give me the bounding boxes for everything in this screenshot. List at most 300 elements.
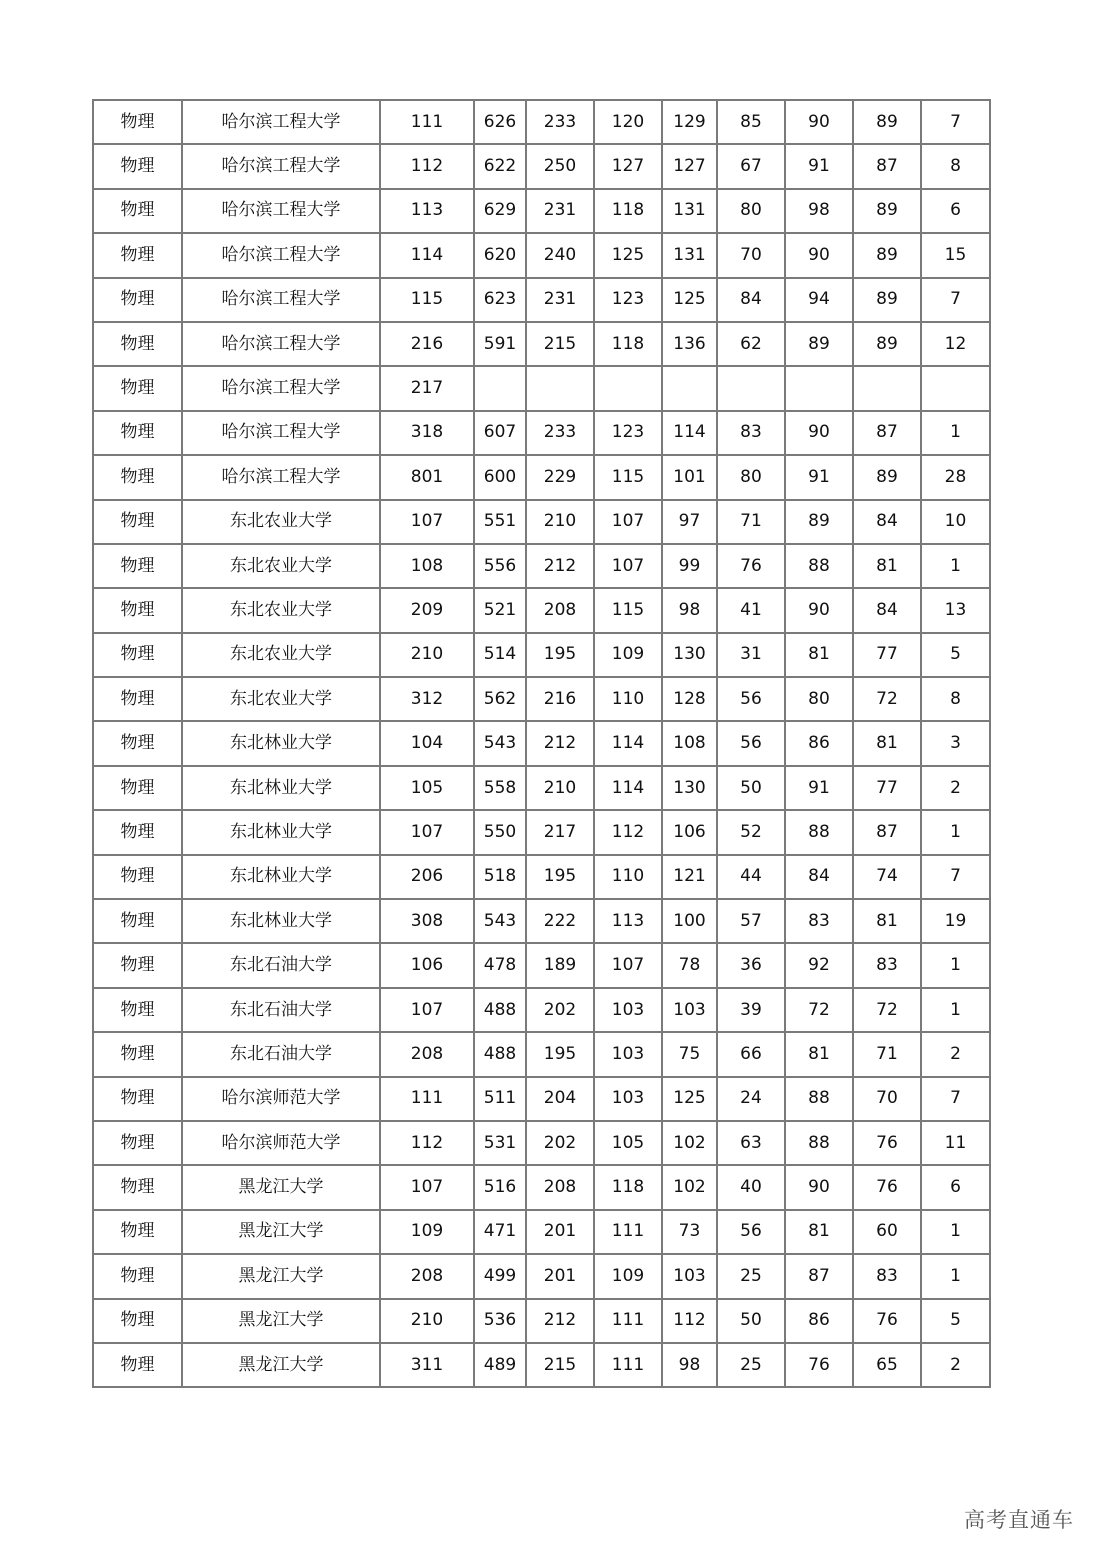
cell-chemistry: 74 [853, 855, 921, 899]
cell-min-score-total: 233 [526, 411, 594, 455]
cell-max-score: 536 [474, 1299, 526, 1343]
cell-chemistry: 84 [853, 500, 921, 544]
cell-chemistry: 84 [853, 588, 921, 632]
cell-university: 东北林业大学 [182, 855, 380, 899]
cell-physics: 88 [785, 810, 853, 854]
cell-major-code: 208 [380, 1254, 474, 1298]
cell-max-score: 623 [474, 278, 526, 322]
cell-subject: 物理 [93, 144, 182, 188]
cell-major-code: 109 [380, 1210, 474, 1254]
cell-physics: 81 [785, 1210, 853, 1254]
cell-min-score-total: 240 [526, 233, 594, 277]
cell-major-code: 113 [380, 189, 474, 233]
cell-university: 哈尔滨工程大学 [182, 189, 380, 233]
cell-math: 101 [662, 455, 717, 499]
cell-university: 黑龙江大学 [182, 1343, 380, 1387]
cell-physics: 86 [785, 721, 853, 765]
cell-chinese: 109 [594, 633, 662, 677]
cell-university: 哈尔滨工程大学 [182, 411, 380, 455]
cell-university: 哈尔滨工程大学 [182, 366, 380, 410]
cell-count: 5 [921, 633, 990, 677]
cell-major-code: 308 [380, 899, 474, 943]
cell-chinese: 111 [594, 1210, 662, 1254]
cell-english: 80 [717, 455, 785, 499]
table-body [93, 100, 990, 1387]
table-row [93, 721, 990, 765]
cell-english: 56 [717, 1210, 785, 1254]
cell-chemistry: 89 [853, 455, 921, 499]
cell-math: 75 [662, 1032, 717, 1076]
table-row [93, 633, 990, 677]
cell-min-score-total: 216 [526, 677, 594, 721]
table-row [93, 278, 990, 322]
cell-university: 东北林业大学 [182, 766, 380, 810]
cell-max-score: 607 [474, 411, 526, 455]
cell-count: 1 [921, 810, 990, 854]
cell-chemistry: 77 [853, 633, 921, 677]
cell-max-score: 521 [474, 588, 526, 632]
cell-major-code: 108 [380, 544, 474, 588]
cell-physics: 91 [785, 766, 853, 810]
cell-chinese: 123 [594, 411, 662, 455]
cell-count: 15 [921, 233, 990, 277]
cell-english: 25 [717, 1254, 785, 1298]
cell-subject: 物理 [93, 810, 182, 854]
table-row [93, 411, 990, 455]
cell-major-code: 217 [380, 366, 474, 410]
cell-chinese: 114 [594, 721, 662, 765]
cell-min-score-total: 229 [526, 455, 594, 499]
cell-min-score-total: 231 [526, 189, 594, 233]
cell-physics: 94 [785, 278, 853, 322]
cell-max-score: 514 [474, 633, 526, 677]
cell-chemistry: 89 [853, 189, 921, 233]
cell-english: 85 [717, 100, 785, 144]
cell-math: 114 [662, 411, 717, 455]
cell-subject: 物理 [93, 943, 182, 987]
cell-count [921, 366, 990, 410]
cell-math: 78 [662, 943, 717, 987]
cell-physics: 90 [785, 233, 853, 277]
table-row [93, 233, 990, 277]
cell-physics: 80 [785, 677, 853, 721]
cell-max-score: 626 [474, 100, 526, 144]
cell-chinese: 107 [594, 500, 662, 544]
cell-english: 57 [717, 899, 785, 943]
cell-chemistry: 89 [853, 322, 921, 366]
score-table [92, 99, 991, 1388]
cell-math: 130 [662, 633, 717, 677]
cell-chemistry: 83 [853, 943, 921, 987]
cell-math: 106 [662, 810, 717, 854]
cell-max-score [474, 366, 526, 410]
cell-physics: 87 [785, 1254, 853, 1298]
cell-min-score-total: 195 [526, 1032, 594, 1076]
cell-count: 8 [921, 144, 990, 188]
cell-subject: 物理 [93, 1254, 182, 1298]
cell-university: 东北农业大学 [182, 677, 380, 721]
cell-physics: 88 [785, 1121, 853, 1165]
cell-max-score: 516 [474, 1165, 526, 1209]
cell-chinese [594, 366, 662, 410]
table-row [93, 100, 990, 144]
cell-university: 东北农业大学 [182, 500, 380, 544]
cell-count: 5 [921, 1299, 990, 1343]
cell-min-score-total: 231 [526, 278, 594, 322]
cell-major-code: 107 [380, 810, 474, 854]
cell-count: 7 [921, 855, 990, 899]
cell-chemistry: 65 [853, 1343, 921, 1387]
cell-physics [785, 366, 853, 410]
cell-min-score-total: 195 [526, 855, 594, 899]
cell-physics: 91 [785, 144, 853, 188]
cell-math: 97 [662, 500, 717, 544]
cell-physics: 91 [785, 455, 853, 499]
cell-physics: 90 [785, 588, 853, 632]
cell-math [662, 366, 717, 410]
cell-english: 76 [717, 544, 785, 588]
cell-english: 50 [717, 1299, 785, 1343]
cell-chemistry: 72 [853, 988, 921, 1032]
cell-count: 7 [921, 100, 990, 144]
cell-subject: 物理 [93, 278, 182, 322]
cell-university: 东北石油大学 [182, 943, 380, 987]
table-row [93, 943, 990, 987]
cell-physics: 86 [785, 1299, 853, 1343]
table-row [93, 899, 990, 943]
cell-min-score-total: 201 [526, 1254, 594, 1298]
cell-english: 66 [717, 1032, 785, 1076]
table-row [93, 500, 990, 544]
cell-english: 83 [717, 411, 785, 455]
cell-english: 80 [717, 189, 785, 233]
cell-physics: 81 [785, 1032, 853, 1076]
cell-math: 100 [662, 899, 717, 943]
cell-major-code: 111 [380, 1077, 474, 1121]
cell-max-score: 591 [474, 322, 526, 366]
cell-university: 哈尔滨工程大学 [182, 100, 380, 144]
table-row [93, 189, 990, 233]
cell-count: 19 [921, 899, 990, 943]
cell-chemistry: 89 [853, 100, 921, 144]
cell-chemistry: 77 [853, 766, 921, 810]
cell-chinese: 107 [594, 544, 662, 588]
cell-math: 131 [662, 233, 717, 277]
cell-count: 8 [921, 677, 990, 721]
cell-max-score: 511 [474, 1077, 526, 1121]
table-row [93, 1343, 990, 1387]
cell-min-score-total: 210 [526, 766, 594, 810]
cell-math: 98 [662, 1343, 717, 1387]
cell-chinese: 103 [594, 988, 662, 1032]
cell-max-score: 620 [474, 233, 526, 277]
cell-subject: 物理 [93, 189, 182, 233]
cell-chinese: 114 [594, 766, 662, 810]
cell-math: 121 [662, 855, 717, 899]
cell-count: 6 [921, 189, 990, 233]
cell-chinese: 115 [594, 455, 662, 499]
table-row [93, 1165, 990, 1209]
cell-min-score-total: 201 [526, 1210, 594, 1254]
cell-math: 125 [662, 1077, 717, 1121]
cell-math: 98 [662, 588, 717, 632]
cell-chemistry: 76 [853, 1165, 921, 1209]
cell-max-score: 600 [474, 455, 526, 499]
cell-math: 99 [662, 544, 717, 588]
cell-english: 62 [717, 322, 785, 366]
cell-university: 哈尔滨工程大学 [182, 233, 380, 277]
cell-max-score: 558 [474, 766, 526, 810]
cell-max-score: 531 [474, 1121, 526, 1165]
cell-university: 哈尔滨师范大学 [182, 1121, 380, 1165]
cell-subject: 物理 [93, 677, 182, 721]
cell-math: 125 [662, 278, 717, 322]
table-row [93, 366, 990, 410]
cell-count: 11 [921, 1121, 990, 1165]
cell-subject: 物理 [93, 588, 182, 632]
cell-major-code: 312 [380, 677, 474, 721]
cell-chinese: 118 [594, 322, 662, 366]
cell-math: 136 [662, 322, 717, 366]
cell-chinese: 120 [594, 100, 662, 144]
cell-math: 130 [662, 766, 717, 810]
cell-math: 112 [662, 1299, 717, 1343]
table-row [93, 1077, 990, 1121]
cell-min-score-total: 202 [526, 1121, 594, 1165]
cell-math: 131 [662, 189, 717, 233]
cell-physics: 76 [785, 1343, 853, 1387]
cell-math: 103 [662, 1254, 717, 1298]
watermark: 高考直通车 [964, 1508, 1074, 1532]
cell-university: 黑龙江大学 [182, 1165, 380, 1209]
cell-english: 40 [717, 1165, 785, 1209]
cell-english: 67 [717, 144, 785, 188]
cell-major-code: 216 [380, 322, 474, 366]
cell-english: 25 [717, 1343, 785, 1387]
cell-university: 东北林业大学 [182, 899, 380, 943]
cell-min-score-total: 217 [526, 810, 594, 854]
cell-max-score: 622 [474, 144, 526, 188]
cell-chemistry: 60 [853, 1210, 921, 1254]
cell-count: 7 [921, 278, 990, 322]
cell-chinese: 111 [594, 1343, 662, 1387]
cell-subject: 物理 [93, 1210, 182, 1254]
table-row [93, 1210, 990, 1254]
cell-max-score: 471 [474, 1210, 526, 1254]
table-row [93, 588, 990, 632]
cell-chinese: 103 [594, 1032, 662, 1076]
cell-min-score-total: 195 [526, 633, 594, 677]
cell-physics: 88 [785, 1077, 853, 1121]
cell-subject: 物理 [93, 1299, 182, 1343]
cell-chemistry: 81 [853, 544, 921, 588]
cell-subject: 物理 [93, 633, 182, 677]
table-row [93, 144, 990, 188]
cell-english: 31 [717, 633, 785, 677]
cell-physics: 84 [785, 855, 853, 899]
cell-count: 28 [921, 455, 990, 499]
table-row [93, 988, 990, 1032]
cell-max-score: 551 [474, 500, 526, 544]
cell-max-score: 543 [474, 721, 526, 765]
cell-physics: 90 [785, 411, 853, 455]
cell-min-score-total: 210 [526, 500, 594, 544]
cell-english: 41 [717, 588, 785, 632]
cell-english: 50 [717, 766, 785, 810]
cell-subject: 物理 [93, 544, 182, 588]
cell-max-score: 556 [474, 544, 526, 588]
cell-subject: 物理 [93, 988, 182, 1032]
cell-chemistry: 71 [853, 1032, 921, 1076]
cell-chinese: 113 [594, 899, 662, 943]
cell-english: 44 [717, 855, 785, 899]
table-row [93, 677, 990, 721]
cell-chinese: 109 [594, 1254, 662, 1298]
cell-min-score-total: 233 [526, 100, 594, 144]
cell-physics: 92 [785, 943, 853, 987]
table-row [93, 766, 990, 810]
cell-chinese: 107 [594, 943, 662, 987]
cell-math: 73 [662, 1210, 717, 1254]
cell-chemistry [853, 366, 921, 410]
cell-physics: 89 [785, 322, 853, 366]
cell-min-score-total: 189 [526, 943, 594, 987]
cell-major-code: 801 [380, 455, 474, 499]
cell-subject: 物理 [93, 1032, 182, 1076]
cell-max-score: 488 [474, 988, 526, 1032]
cell-major-code: 105 [380, 766, 474, 810]
cell-major-code: 115 [380, 278, 474, 322]
cell-chemistry: 70 [853, 1077, 921, 1121]
cell-english: 70 [717, 233, 785, 277]
cell-major-code: 114 [380, 233, 474, 277]
cell-english: 39 [717, 988, 785, 1032]
cell-count: 2 [921, 1032, 990, 1076]
cell-major-code: 210 [380, 1299, 474, 1343]
cell-count: 1 [921, 411, 990, 455]
cell-chinese: 118 [594, 189, 662, 233]
cell-count: 13 [921, 588, 990, 632]
cell-chemistry: 87 [853, 411, 921, 455]
cell-count: 6 [921, 1165, 990, 1209]
cell-max-score: 489 [474, 1343, 526, 1387]
cell-max-score: 543 [474, 899, 526, 943]
cell-physics: 90 [785, 1165, 853, 1209]
cell-subject: 物理 [93, 899, 182, 943]
cell-max-score: 629 [474, 189, 526, 233]
cell-subject: 物理 [93, 1077, 182, 1121]
cell-major-code: 112 [380, 1121, 474, 1165]
cell-max-score: 499 [474, 1254, 526, 1298]
cell-major-code: 107 [380, 500, 474, 544]
cell-count: 3 [921, 721, 990, 765]
cell-major-code: 104 [380, 721, 474, 765]
cell-english: 56 [717, 677, 785, 721]
cell-subject: 物理 [93, 233, 182, 277]
cell-chinese: 112 [594, 810, 662, 854]
cell-subject: 物理 [93, 721, 182, 765]
cell-count: 1 [921, 988, 990, 1032]
cell-max-score: 478 [474, 943, 526, 987]
cell-min-score-total: 208 [526, 588, 594, 632]
cell-max-score: 518 [474, 855, 526, 899]
table-row [93, 855, 990, 899]
cell-count: 1 [921, 1254, 990, 1298]
cell-min-score-total: 212 [526, 1299, 594, 1343]
cell-subject: 物理 [93, 100, 182, 144]
cell-min-score-total: 222 [526, 899, 594, 943]
cell-university: 东北林业大学 [182, 721, 380, 765]
cell-major-code: 111 [380, 100, 474, 144]
cell-chinese: 110 [594, 855, 662, 899]
cell-count: 7 [921, 1077, 990, 1121]
cell-math: 102 [662, 1121, 717, 1165]
cell-count: 10 [921, 500, 990, 544]
cell-chinese: 127 [594, 144, 662, 188]
cell-min-score-total: 250 [526, 144, 594, 188]
cell-count: 1 [921, 1210, 990, 1254]
cell-chinese: 125 [594, 233, 662, 277]
cell-university: 哈尔滨工程大学 [182, 455, 380, 499]
cell-major-code: 107 [380, 988, 474, 1032]
cell-min-score-total: 212 [526, 721, 594, 765]
cell-math: 103 [662, 988, 717, 1032]
table-row [93, 1121, 990, 1165]
cell-english: 36 [717, 943, 785, 987]
table-row [93, 544, 990, 588]
table-row [93, 455, 990, 499]
cell-university: 东北林业大学 [182, 810, 380, 854]
cell-subject: 物理 [93, 1165, 182, 1209]
cell-min-score-total: 215 [526, 1343, 594, 1387]
cell-subject: 物理 [93, 1343, 182, 1387]
cell-english: 24 [717, 1077, 785, 1121]
cell-physics: 81 [785, 633, 853, 677]
cell-chinese: 110 [594, 677, 662, 721]
cell-max-score: 488 [474, 1032, 526, 1076]
cell-chemistry: 72 [853, 677, 921, 721]
cell-physics: 90 [785, 100, 853, 144]
cell-chemistry: 83 [853, 1254, 921, 1298]
cell-university: 哈尔滨工程大学 [182, 322, 380, 366]
cell-physics: 72 [785, 988, 853, 1032]
cell-math: 129 [662, 100, 717, 144]
cell-english [717, 366, 785, 410]
cell-major-code: 318 [380, 411, 474, 455]
cell-university: 哈尔滨师范大学 [182, 1077, 380, 1121]
cell-chinese: 115 [594, 588, 662, 632]
cell-min-score-total: 212 [526, 544, 594, 588]
cell-subject: 物理 [93, 766, 182, 810]
cell-max-score: 562 [474, 677, 526, 721]
cell-physics: 89 [785, 500, 853, 544]
cell-count: 1 [921, 943, 990, 987]
table-row [93, 322, 990, 366]
cell-subject: 物理 [93, 855, 182, 899]
cell-max-score: 550 [474, 810, 526, 854]
cell-chinese: 118 [594, 1165, 662, 1209]
cell-chinese: 105 [594, 1121, 662, 1165]
cell-min-score-total: 202 [526, 988, 594, 1032]
cell-subject: 物理 [93, 322, 182, 366]
cell-subject: 物理 [93, 366, 182, 410]
cell-university: 东北石油大学 [182, 1032, 380, 1076]
cell-major-code: 208 [380, 1032, 474, 1076]
table-row [93, 810, 990, 854]
cell-subject: 物理 [93, 1121, 182, 1165]
cell-university: 东北农业大学 [182, 544, 380, 588]
cell-subject: 物理 [93, 411, 182, 455]
